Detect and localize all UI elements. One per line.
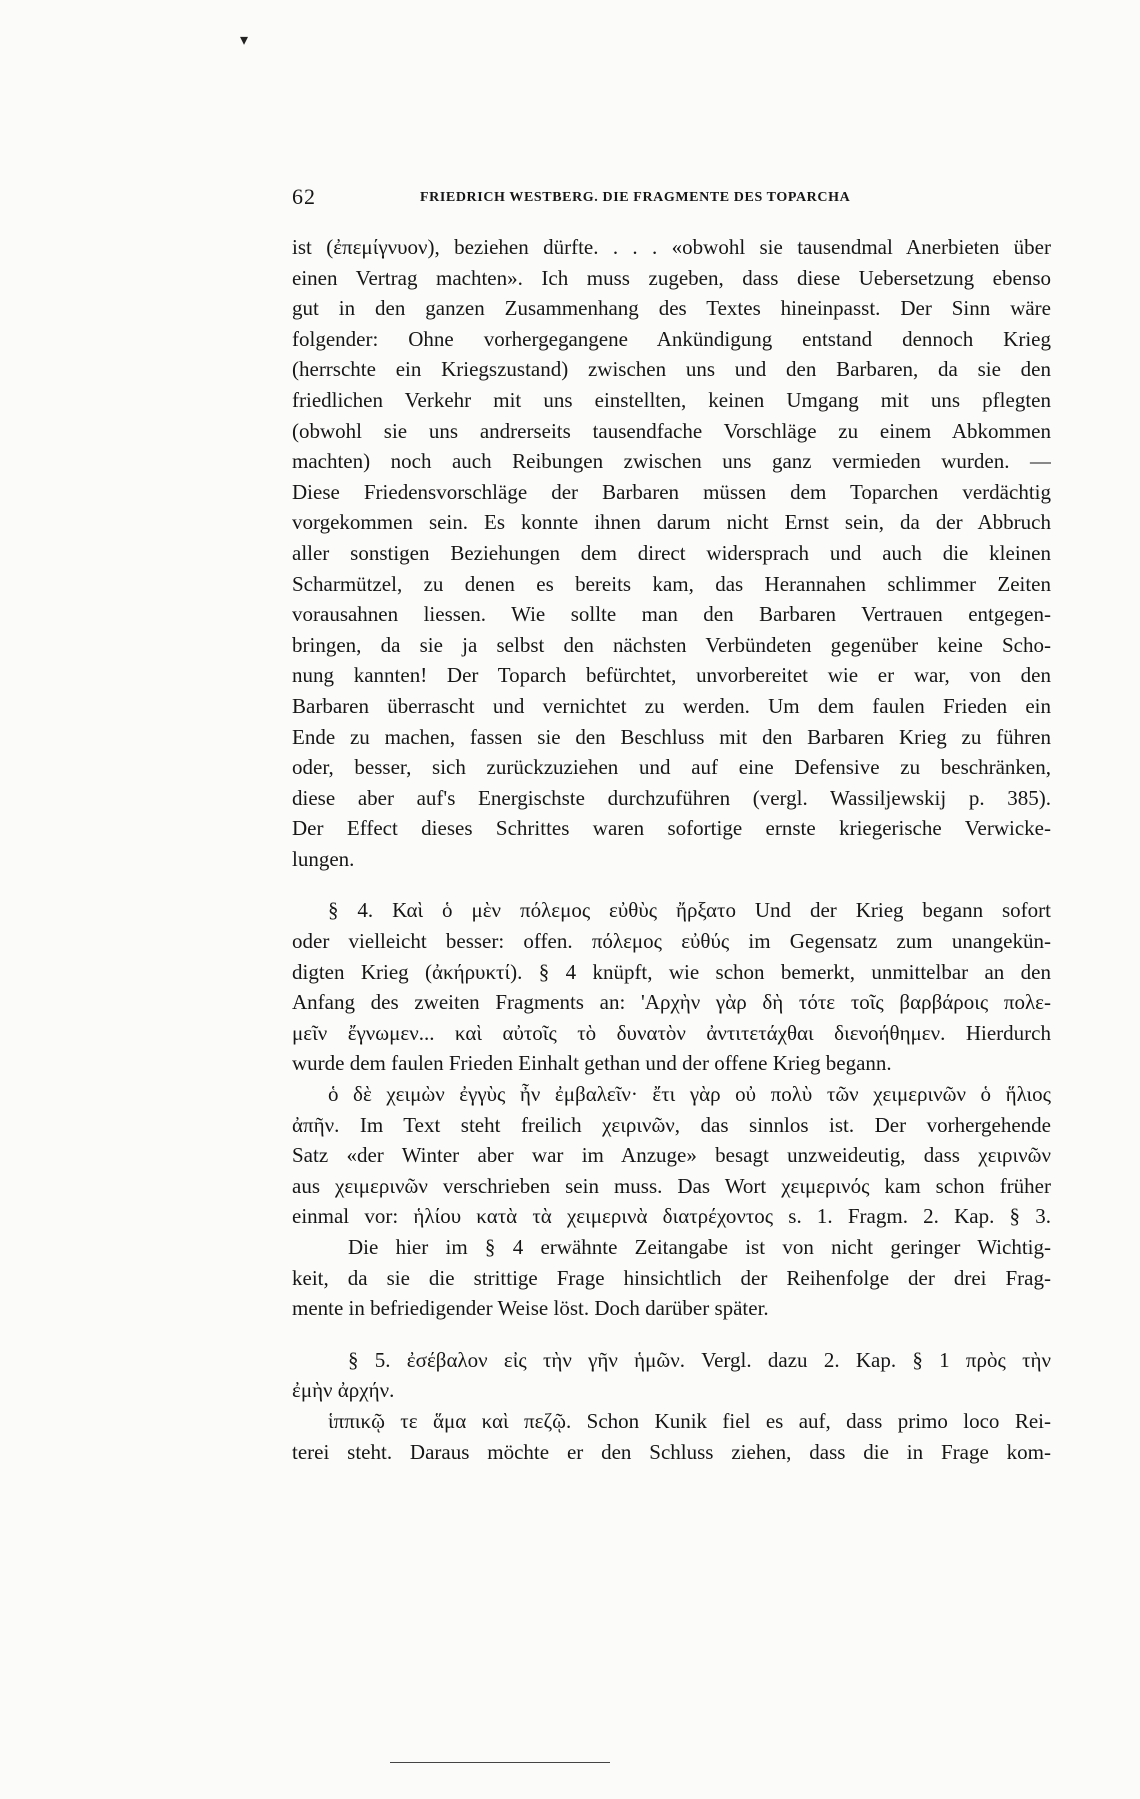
text-line: vorausahnen liessen. Wie sollte man den Barbaren Vertrauen entgegen- — [292, 602, 1051, 627]
text-line: (herrschte ein Kriegszustand) zwischen uns und den Barbaren, da sie den — [292, 357, 1051, 382]
text-line: Satz «der Winter aber war im Anzuge» besagt unzweideutig, dass χειρινῶν — [292, 1143, 1051, 1168]
text-line: vorgekommen sein. Es konnte ihnen darum nicht Ernst sein, da der Abbruch — [292, 510, 1051, 535]
text-line: oder vielleicht besser: offen. πόλεμος εὐθύς im Gegensatz zum unangekün- — [292, 929, 1051, 954]
text-line: Die hier im § 4 erwähnte Zeitangabe ist von nicht geringer Wichtig- — [348, 1235, 1051, 1259]
text-line: Barbaren überrascht und vernichtet zu werden. Um dem faulen Frieden ein — [292, 693, 1051, 718]
text-line: folgender: Ohne vorhergegangene Ankündigung entstand dennoch Krieg — [292, 326, 1051, 351]
text-line: wurde dem faulen Frieden Einhalt gethan und der offene Krieg begann. — [292, 1051, 892, 1076]
page-number: 62 — [292, 184, 316, 209]
text-line: ἱππικῷ τε ἅμα καὶ πεζῷ. Schon Kunik fiel es auf, dass primo loco Rei- — [328, 1408, 1051, 1433]
text-line: gut in den ganzen Zusammenhang des Textes hineinpasst. Der Sinn wäre — [292, 296, 1051, 321]
text-line: bringen, da sie ja selbst den nächsten Verbündeten gegenüber keine Scho- — [292, 632, 1051, 657]
text-line: machten) noch auch Reibungen zwischen uns ganz vermieden wurden. — — [292, 449, 1051, 474]
text-line: Ende zu machen, fassen sie den Beschluss mit den Barbaren Krieg zu führen — [292, 724, 1051, 749]
text-line: einen Vertrag machten». Ich muss zugeben, dass diese Uebersetzung ebenso — [292, 265, 1051, 290]
text-line: μεῖν ἔγνωμεν... καὶ αὐτοῖς τὸ δυνατὸν ἀντιτετάχθαι διενοήθημεν. Hierdurch — [292, 1020, 1051, 1045]
text-line: Scharmützel, zu denen es bereits kam, das Herannahen schlimmer Zeiten — [292, 571, 1051, 596]
text-line: nung kannten! Der Toparch befürchtet, unvorbereitet wie er war, von den — [292, 663, 1051, 688]
text-line: keit, da sie die strittige Frage hinsichtlich der Reihenfolge der drei Frag- — [292, 1265, 1051, 1290]
body-text — [292, 232, 1051, 1467]
running-head: FRIEDRICH WESTBERG. DIE FRAGMENTE DES TOPARCHA — [420, 190, 851, 205]
text-line: Der Effect dieses Schrittes waren sofortige ernste kriegerische Verwicke- — [292, 816, 1051, 841]
text-line: aus χειμερινῶν verschrieben sein muss. Das Wort χειμερινός kam schon früher — [292, 1173, 1051, 1198]
bottom-rule — [390, 1762, 610, 1763]
page-header — [292, 183, 872, 213]
text-line: (obwohl sie uns andrerseits tausendfache Vorschläge zu einem Abkommen — [292, 418, 1051, 443]
text-line: oder, besser, sich zurückzuziehen und auf eine Defensive zu beschränken, — [292, 755, 1051, 780]
text-line: § 5. ἐσέβαλον εἰς τὴν γῆν ἡμῶν. Vergl. dazu 2. Kap. § 1 πρὸς τὴν — [348, 1347, 1051, 1372]
text-line: terei steht. Daraus möchte er den Schluss ziehen, dass die in Frage kom- — [292, 1439, 1051, 1464]
text-line: digten Krieg (ἀκήρυκτί). § 4 knüpft, wie schon bemerkt, unmittelbar an den — [292, 959, 1051, 984]
text-line: diese aber auf's Energischste durchzuführen (vergl. Wassiljewskij p. 385). — [292, 785, 1051, 810]
text-line: lungen. — [292, 846, 355, 871]
text-line: friedlichen Verkehr mit uns einstellten, keinen Umgang mit uns pflegten — [292, 387, 1051, 412]
text-line: ist (ἐπεμίγνυον), beziehen dürfte. . . . «obwohl sie tausendmal Anerbieten über — [292, 235, 1051, 259]
text-line: ὁ δὲ χειμὼν ἐγγὺς ἦν ἐμβαλεῖν· ἔτι γὰρ οὐ πολὺ τῶν χειμερινῶν ὁ ἥλιος — [328, 1082, 1051, 1107]
text-line: Diese Friedensvorschläge der Barbaren müssen dem Toparchen verdächtig — [292, 479, 1051, 504]
scan-mark: ▾ — [240, 30, 249, 49]
text-line: mente in befriedigender Weise löst. Doch darüber später. — [292, 1296, 769, 1321]
text-line: ἀπῆν. Im Text steht freilich χειρινῶν, das sinnlos ist. Der vorhergehende — [292, 1112, 1051, 1137]
text-line: Anfang des zweiten Fragments an: 'Αρχὴν γὰρ δὴ τότε τοῖς βαρβάροις πολε- — [292, 990, 1051, 1015]
text-line: aller sonstigen Beziehungen dem direct widersprach und auch die kleinen — [292, 540, 1051, 565]
text-line: ἐμὴν ἀρχήν. — [292, 1378, 395, 1403]
text-line: einmal vor: ἡλίου κατὰ τὰ χειμερινὰ διατρέχοντος s. 1. Fragm. 2. Kap. § 3. — [292, 1204, 1051, 1229]
text-line: § 4. Καὶ ὁ μὲν πόλεμος εὐθὺς ἤρξατο Und der Krieg begann sofort — [328, 898, 1051, 923]
